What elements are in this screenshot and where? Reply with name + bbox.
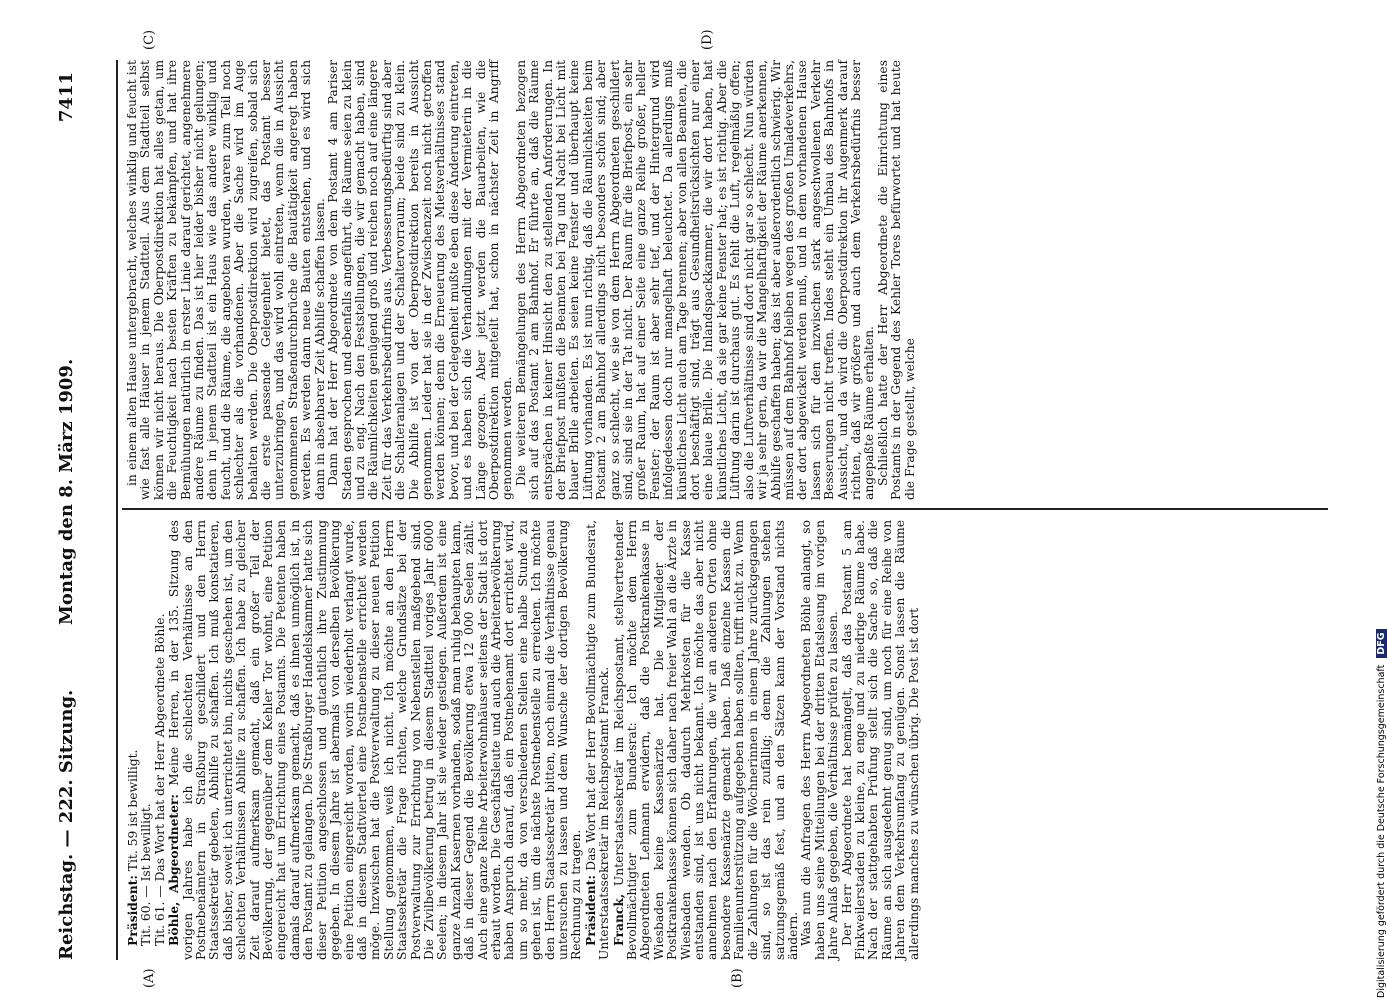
header-rule [116, 60, 118, 960]
paragraph-text: Die weiteren Bemängelungen des Herrn Abgeordneten bezogen sich auf das Postamt 2 am Bahnhof. Er führte an, daß die Räume entsprächen in keiner Hinsicht den zu stellenden Anforderungen. In der Briefpost müßten die Beamten bei Tag und Nacht bei Licht mit blauer Brille arbeiten. Es seien keine Fenster und überhaupt keine Lüftung vorhanden. Es ist nun richtig, daß die Räumlichkeiten beim Postamt 2 am Bahnhof allerdings nicht besonders schön sind; aber ganz so schlecht, wie sie von dem Herrn Abgeordneten geschildert sind, sind sie in der Tat nicht. Der Raum für die Briefpost, ein sehr großer Raum, hat auf einer Seite eine ganze Reihe großer, heller Fenster; der Raum ist aber sehr tief, und der Hintergrund wird infolgedessen doch nur mangelhaft beleuchtet. Da allerdings muß künstliches Licht auch am Tage brennen; aber von allen Beamten, die dort beschäftigt sind, trägt aus Gesundheitsrücksichten nur einer eine blaue Brille. Die Inlandspackkammer, die wir dort haben, hat künstliches Licht, da sie gar keine Fenster hat; es ist richtig. Aber die Lüftung darin ist durchaus gut. Es fehlt die Luft, regelmäßig offen; also die Luftverhältnisse sind dort nicht gar so schlecht. Nun würden wir ja sehr gern, da wir die Mangelhaftigkeit der Räume anerkennen, Abhilfe geschaffen haben; das ist aber außerordentlich schwierig. Wir müssen auf dem Bahnhof bleiben wegen des großen Umladeverkehrs, der dort abgewickelt werden muß, und in dem vorhandenen Hause lassen sich für den inzwischen stark angeschwollenen Verkehr Besserungen nicht treffen. Indes steht ein Umbau des Bahnhofs in Aussicht, und da wird die Oberpostdirektion ihr Augenmerk darauf richten, daß wir größere und auch dem Verkehrsbedürfnis besser angepaßte Räume erhalten. [513, 60, 877, 500]
paragraph-text: Schließlich hatte der Herr Abgeordnete die Einrichtung eines Postamts in der Gegend des Kehler Tores befürwortet und hat heute die Frage gestellt, welche [875, 60, 917, 500]
paragraph-text: in einem alten Hause untergebracht, welches winklig und feucht ist wie fast alle Häuser in jenem Stadtteil. Aus dem Stadtteil selbst können wir nicht heraus. Die Oberpostdirektion hat alles getan, um die Feuchtigkeit nach besten Kräften zu bekämpfen, und hat ihre Bemühungen natürlich in erster Linie darauf gerichtet, angenehmere andere Räume zu finden. Das ist hier leider bisher nicht gelungen; denn in jenem Stadtteil ist ein Haus wie das andere winklig und feucht, und die Räume, die angeboten wurden, waren zum Teil noch schlechter als die vorhandenen. Aber die Sache wird im Auge behalten werden. Die Oberpostdirektion wird zugreifen, sobald sich die erste passende Gelegenheit bietet, das Postamt besser unterzubringen, und das wird wohl eintreten, wenn die in Aussicht genommenen Straßendurchbrüche die Bautätigkeit angeregt haben werden. Es werden dann neue Bauten entstehen, und es wird sich dann in absehbarer Zeit Abhilfe schaffen lassen. [125, 60, 327, 500]
speaker-name: Präsident: [582, 875, 598, 946]
paragraph [800, 520, 840, 960]
speaker-name: Franck, [610, 893, 626, 946]
page-header [0, 0, 124, 1000]
speaker-name: Böhle, Abgeordneter: [166, 794, 182, 946]
paragraph [584, 520, 612, 960]
paragraph-text: Was nun die Anfragen des Herrn Abgeordneten Böhle anlangt, so haben uns seine Mitteilungen bei der dritten Etatslesung im vorigen Jahre Anlaß gegeben, die Verhältnisse prüfen zu lassen. [799, 520, 841, 960]
dfg-logo: DFG [1376, 629, 1387, 657]
speaker-name: Präsident: [125, 875, 140, 946]
paragraph-text: Der Herr Abgeordnete hat bemängelt, daß das Postamt 5 am Finkweilerstaden zu kleine, zu enge und zu niedrige Räume habe. Nach der stattgehabten Prüfung stellt sich die Sache so, daß die Räume an sich ausgedehnt genug sind, um noch für eine Reihe von Jahren dem Verkehrsumfang zu genügen. Sonst lassen die Räume allerdings manches zu wünschen übrig. Die Post ist dort [839, 520, 921, 960]
paragraph [126, 60, 327, 500]
paragraph-text: Tit. 59 ist bewilligt. [126, 749, 140, 872]
credit-text: Digitalisierung gefördert durch die Deutsche Forschungsgemeinschaft [1376, 664, 1387, 998]
margin-marker-a: (A) [142, 968, 157, 988]
page-number: 7411 [56, 72, 77, 123]
paragraph [154, 520, 167, 960]
paragraph [841, 520, 921, 960]
paragraph [167, 520, 584, 960]
digitization-credit [1376, 0, 1387, 998]
running-head-date: Montag den 8. März 1909. [56, 358, 77, 625]
margin-marker-d: (D) [700, 29, 715, 50]
paragraph [140, 520, 153, 960]
right-column [126, 60, 1324, 500]
paragraph [515, 60, 877, 500]
paragraph-text: Unterstaatssekretär im Reichspostamt, stellvertretender Bevollmächtigter zum Bundesrat: Ich möchte dem Herrn Abgeordneten Lehmann erwidern, daß die Postkrankenkasse in Wiesbaden keine Kassenärzte hat. Die Mitglieder der Postkrankenkasse können sich daher nach freier Wahl an die Ärzte in Wiesbaden wenden. Ob dadurch Mehrkosten für die Kasse entstanden sind, ist uns nicht bekannt. Ich möchte das aber nicht annehmen nach den Erfahrungen, die wir an anderen Orten ohne besondere Kassenärzte gemacht haben. Daß einzelne Kassen die Familienunterstützung aufgegeben haben sollten, trifft nicht zu. Wenn die Zahlungen für die Wöchnerinnen in einem Jahre zurückgegangen sind, so ist das rein zufällig; denn die Zahlungen stehen satzungsgemäß fest, und an den Sätzen kann der Vorstand nichts ändern. [611, 520, 800, 960]
paragraph-text: Das Wort hat der Herr Bevollmächtigte zum Bundesrat, Unterstaatssekretär im Reichspostamt Franck. [583, 520, 612, 960]
paragraph [327, 60, 515, 500]
paragraph [877, 60, 917, 500]
margin-marker-b: (B) [730, 968, 745, 988]
paragraph-text: Tit. 60. — Ist bewilligt. [139, 803, 154, 946]
paragraph [612, 520, 801, 960]
left-column [126, 520, 1324, 960]
running-head-left: Reichstag. — 222. Sitzung. [56, 689, 77, 960]
column-divider [122, 508, 1328, 510]
paragraph [126, 520, 140, 960]
margin-marker-c: (C) [142, 29, 157, 50]
paragraph-text: Tit. 61. — Das Wort hat der Herr Abgeordnete Böhle. [152, 613, 167, 946]
paragraph-text: Meine Herren, in der 135. Sitzung des vorigen Jahres habe ich die schlechten Verhältnisse an den Postnebenämtern in Straßburg geschildert und den Herrn Staatssekretär gebeten, Abhilfe zu schaffen. Ich muß konstatieren, daß bisher, soweit ich unterrichtet bin, nichts geschehen ist, um den schlechten Verhältnissen Abhilfe zu schaffen. Ich habe zu gleicher Zeit darauf aufmerksam gemacht, daß ein großer Teil der Bevölkerung, der gegenüber dem Kehler Tor wohnt, eine Petition eingereicht hat um Errichtung eines Postamts. Die Petenten haben damals darauf aufmerksam gemacht, daß es ihnen unmöglich ist, in den Postamt zu gelangen. Die Straßburger Handelskammer hatte sich dieser Petition angeschlossen und gutachtlich ihre Zustimmung gegeben. In diesem Jahre ist abermals von derselben Bevölkerung eine Petition eingereicht worden, worin wiederholt verlangt wurde, daß in diesem Stadtviertel eine Postnebenstelle errichtet werden möge. Inzwischen hat die Postverwaltung zu dieser neuen Petition Stellung genommen, weiß ich nicht. Ich möchte an den Herrn Staatssekretär die Frage richten, welche Grundsätze bei der Postverwaltung zur Errichtung von Nebenstellen maßgebend sind. Die Zivilbevölkerung betrug in diesem Stadtteil voriges Jahr 6000 Seelen; in diesem Jahr ist sie wieder gestiegen. Außerdem ist eine ganze Anzahl Kasernen vorhanden, sodaß man ruhig behaupten kann, daß in dieser Gegend die Bevölkerung etwa 12 000 Seelen zählt. Auch eine ganze Reihe Arbeiterwohnhäuser seitens der Stadt ist dort erbaut worden. Die Geschäftsleute und auch die Arbeiterbevölkerung haben Anspruch darauf, daß ein Postnebenamt dort errichtet wird, um so mehr, da von verschiedenen Stellen eine halbe Stunde zu gehen ist, um die nächste Postnebenstelle zu erreichen. Ich möchte den Herrn Staatssekretär bitten, noch einmal die Verhältnisse genau untersuchen zu lassen und dem Wunsche der dortigen Bevölkerung Rechnung zu tragen. [167, 520, 584, 960]
paragraph-text: Dann hat der Herr Abgeordnete von dem Postamt 4 am Pariser Staden gesprochen und ebenfalls angeführt, die Räume seien zu klein und zu eng. Nach den Feststellungen, die wir gemacht haben, sind die Räumlichkeiten genügend groß und reichen noch auf eine längere Zeit für das Verkehrsbedürfnis aus. Verbesserungsbedürftig sind aber die Schalteranlagen und der Schaltervorraum; beide sind zu klein. Die Abhilfe ist von der Oberpostdirektion bereits in Aussicht genommen. Leider hat sie in der Zwischenzeit noch nicht getroffen werden können; denn die Erneuerung des Mietsverhältnisses stand bevor, und bei der Gelegenheit mußte eben diese Änderung eintreten, und es haben sich die Verhandlungen mit der Vermieterin in die Länge gezogen. Aber jetzt werden die Bauarbeiten, wie die Oberpostdirektion mitgeteilt hat, schon in nächster Zeit in Angriff genommen werden. [326, 60, 515, 500]
